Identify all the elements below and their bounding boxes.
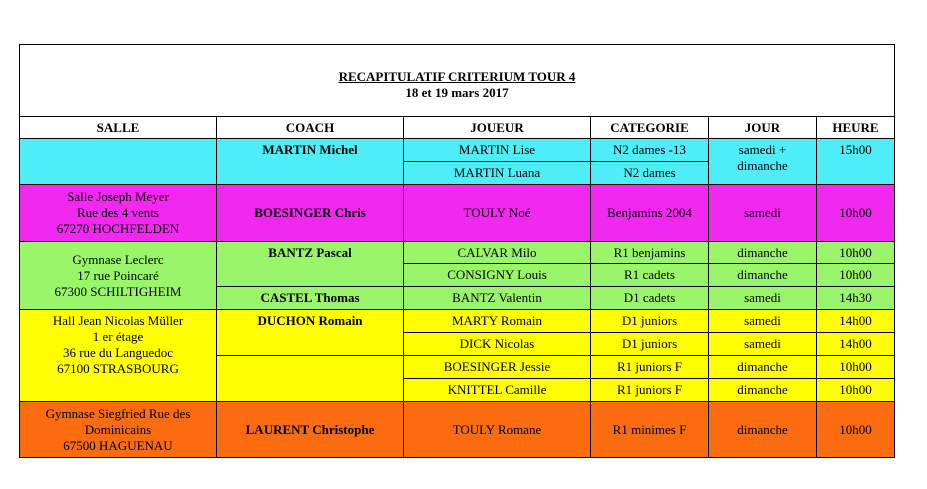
jour-cell: samedi [709,185,817,242]
categorie-cell: D1 cadets [591,287,709,310]
coach-cell: MARTIN Michel [217,139,404,185]
salle-cell [20,310,217,402]
categorie-cell: R1 benjamins [591,242,709,264]
salle-line: Gymnase Leclerc [72,251,164,267]
salle-line: 67100 STRASBOURG [57,361,179,376]
salle-line: Hall Jean Nicolas Müller [52,313,184,328]
categorie-cell: D1 juniors [591,333,709,356]
jour-cell: dimanche [709,402,817,458]
heure-cell: 10h00 [817,264,895,287]
coach-cell: CASTEL Thomas [217,287,404,310]
salle-line: Rue des 4 vents [77,205,159,220]
heure-cell: 10h00 [817,242,895,264]
joueur-cell: CONSIGNY Louis [404,264,591,287]
jour-cell: samedi [709,310,817,333]
jour-cell: samedi [709,333,817,356]
salle-line: 1 er étage [92,329,144,344]
heure-cell: 15h00 [817,139,895,185]
salle-line: 67500 HAGUENAU [63,437,173,453]
table-row [20,242,895,264]
jour-cell: dimanche [709,242,817,264]
jour-cell: samedi [709,287,817,310]
joueur-cell: KNITTEL Camille [404,379,591,402]
coach-cell: BOESINGER Chris [217,185,404,242]
joueur-cell: BANTZ Valentin [404,287,591,310]
jour-cell: dimanche [709,379,817,402]
header-salle: SALLE [20,117,217,139]
salle-cell [20,139,217,185]
coach-cell-empty [217,356,404,402]
heure-cell: 14h30 [817,287,895,310]
categorie-cell: Benjamins 2004 [591,185,709,242]
salle-line: 67300 SCHILTIGHEIM [54,283,182,299]
title-cell [20,45,895,117]
heure-cell: 10h00 [817,356,895,379]
salle-cell [20,402,217,458]
recap-table [19,44,895,458]
joueur-cell: CALVAR Milo [404,242,591,264]
heure-cell: 14h00 [817,310,895,333]
header-jour: JOUR [709,117,817,139]
jour-cell: samedi + dimanche [709,139,817,185]
joueur-cell: BOESINGER Jessie [404,356,591,379]
coach-cell: DUCHON Romain [217,310,404,356]
categorie-cell: N2 dames -13 [591,139,709,162]
header-categorie: CATEGORIE [591,117,709,139]
header-row [20,117,895,139]
salle-line: 17 rue Poincaré [77,267,159,283]
heure-cell: 10h00 [817,379,895,402]
salle-line: Gymnase Siegfried Rue des [45,405,191,421]
header-coach: COACH [217,117,404,139]
table-row [20,402,895,458]
jour-cell: dimanche [709,356,817,379]
salle-cell [20,185,217,242]
categorie-cell: R1 cadets [591,264,709,287]
joueur-cell: MARTIN Luana [404,162,591,185]
header-heure: HEURE [817,117,895,139]
categorie-cell: D1 juniors [591,310,709,333]
joueur-cell: MARTY Romain [404,310,591,333]
categorie-cell: R1 juniors F [591,379,709,402]
jour-cell: dimanche [709,264,817,287]
coach-cell: LAURENT Christophe [217,402,404,458]
joueur-cell: TOULY Noé [404,185,591,242]
page-title: RECAPITULATIF CRITERIUM TOUR 4 [338,68,576,84]
joueur-cell: MARTIN Lise [404,139,591,162]
page-subtitle: 18 et 19 mars 2017 [405,84,509,100]
salle-line: Salle Joseph Meyer [67,189,169,204]
heure-cell: 14h00 [817,333,895,356]
salle-line: Dominicains [84,421,152,437]
categorie-cell: R1 minimes F [591,402,709,458]
categorie-cell: N2 dames [591,162,709,185]
salle-line: 36 rue du Languedoc [62,345,174,360]
table-row [20,310,895,333]
salle-line: 67270 HOCHFELDEN [56,221,180,236]
categorie-cell: R1 juniors F [591,356,709,379]
salle-cell [20,242,217,310]
header-joueur: JOUEUR [404,117,591,139]
table-row [20,185,895,242]
heure-cell: 10h00 [817,402,895,458]
heure-cell: 10h00 [817,185,895,242]
table-row [20,139,895,162]
title-row [20,45,895,117]
coach-cell: BANTZ Pascal [217,242,404,287]
joueur-cell: TOULY Romane [404,402,591,458]
joueur-cell: DICK Nicolas [404,333,591,356]
